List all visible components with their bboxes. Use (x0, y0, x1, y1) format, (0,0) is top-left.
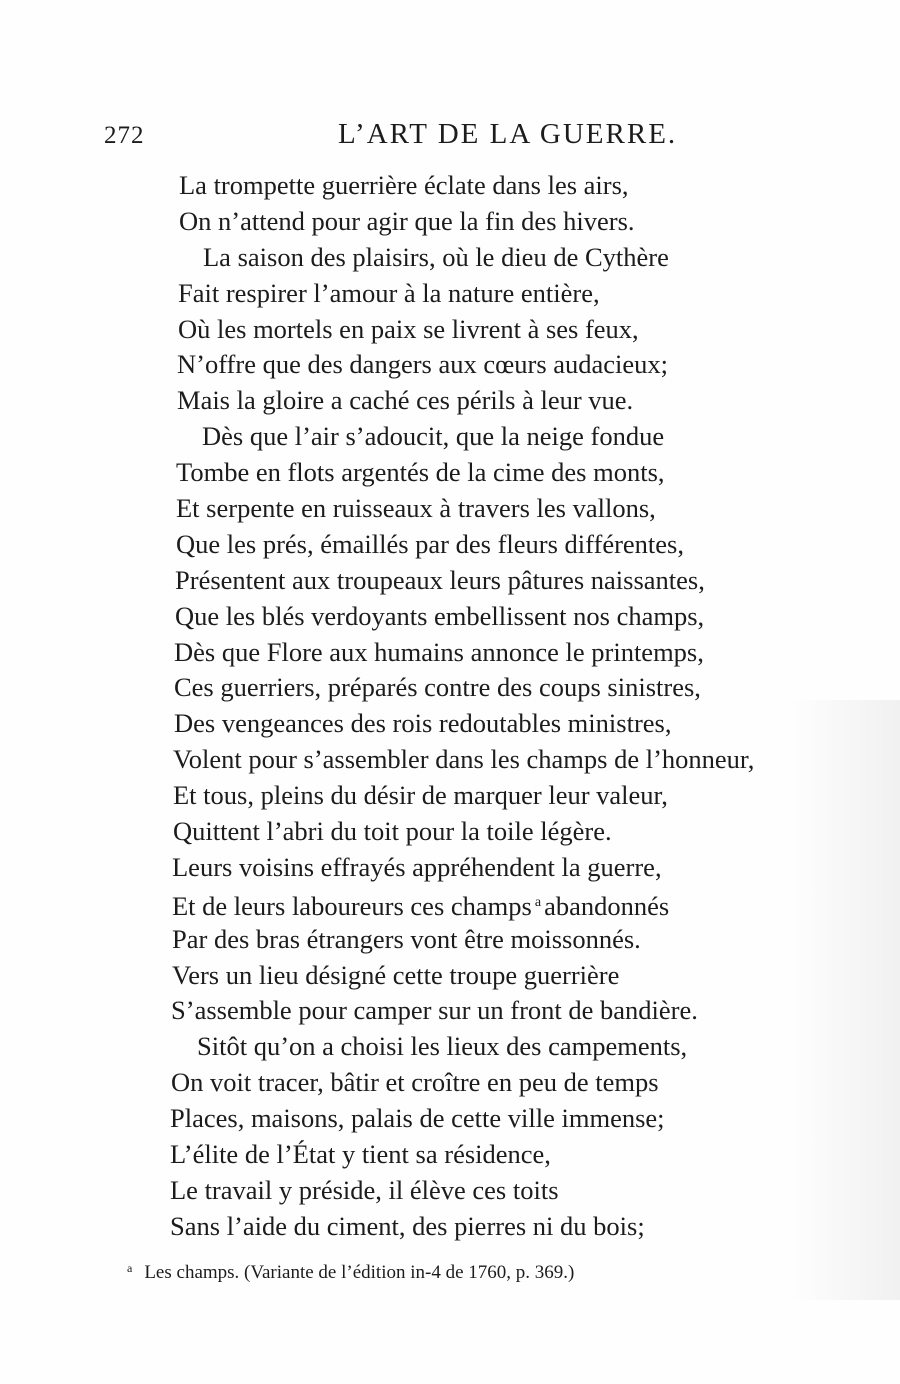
verse-line: La saison des plaisirs, où le dieu de Cythère (203, 241, 669, 272)
verse-line: On n’attend pour agir que la fin des hivers. (179, 205, 635, 236)
verse-line: La trompette guerrière éclate dans les airs, (179, 170, 629, 200)
footnote (127, 1261, 574, 1284)
verse-line: Des vengeances des rois redoutables ministres, (174, 708, 672, 739)
running-head: L’ART DE LA GUERRE. (338, 118, 678, 150)
verse-line: L’élite de l’État y tient sa résidence, (170, 1139, 551, 1170)
poem-text (0, 167, 900, 1244)
footnote-marker: a (127, 1261, 133, 1275)
verse-line: Et tous, pleins du désir de marquer leur valeur, (173, 780, 668, 811)
verse-line: Ces guerriers, préparés contre des coups sinistres, (174, 672, 701, 703)
verse-line: Que les prés, émaillés par des fleurs différentes, (176, 528, 684, 559)
verse-line: Sitôt qu’on a choisi les lieux des campements, (197, 1031, 688, 1062)
verse-line: Présentent aux troupeaux leurs pâtures naissantes, (175, 564, 705, 595)
verse-line: Leurs voisins effrayés appréhendent la guerre, (172, 851, 662, 882)
verse-line: Volent pour s’assembler dans les champs de l’honneur, (173, 744, 755, 775)
verse-line: Où les mortels en paix se livrent à ses feux, (178, 313, 639, 344)
verse-line: Sans l’aide du ciment, des pierres ni du bois; (170, 1210, 645, 1241)
verse-line: Dès que Flore aux humains annonce le printemps, (174, 636, 704, 667)
verse-line: Places, maisons, palais de cette ville immense; (170, 1103, 665, 1134)
verse-line: Le travail y préside, il élève ces toits (170, 1174, 559, 1205)
verse-line: Mais la gloire a caché ces périls à leur vue. (177, 385, 634, 416)
page-number: 272 (104, 122, 145, 149)
verse-line: N’offre que des dangers aux cœurs audacieux; (177, 349, 669, 380)
verse-line: Tombe en flots argentés de la cime des monts, (176, 457, 665, 488)
verse-line: Et serpente en ruisseaux à travers les vallons, (176, 493, 656, 524)
footnote-text: Les champs. (Variante de l’édition in-4 de 1760, p. 369.) (144, 1262, 575, 1283)
verse-line-with-note (0, 885, 900, 921)
verse-line: Quittent l’abri du toit pour la toile légère. (173, 816, 612, 847)
verse-line: On voit tracer, bâtir et croître en peu de temps (171, 1067, 659, 1098)
verse-line: S’assemble pour camper sur un front de bandière. (171, 995, 698, 1026)
verse-text: Et de leurs laboureurs ces champs (172, 890, 532, 921)
footnote-reference: a (534, 894, 542, 910)
verse-text: abandonnés (544, 890, 670, 921)
verse-line: Vers un lieu désigné cette troupe guerrière (172, 959, 620, 990)
verse-line: Que les blés verdoyants embellissent nos champs, (175, 600, 705, 631)
verse-line: Par des bras étrangers vont être moissonnés. (172, 923, 641, 954)
verse-line: Dès que l’air s’adoucit, que la neige fondue (202, 421, 665, 452)
verse-line: Fait respirer l’amour à la nature entière, (178, 277, 600, 308)
